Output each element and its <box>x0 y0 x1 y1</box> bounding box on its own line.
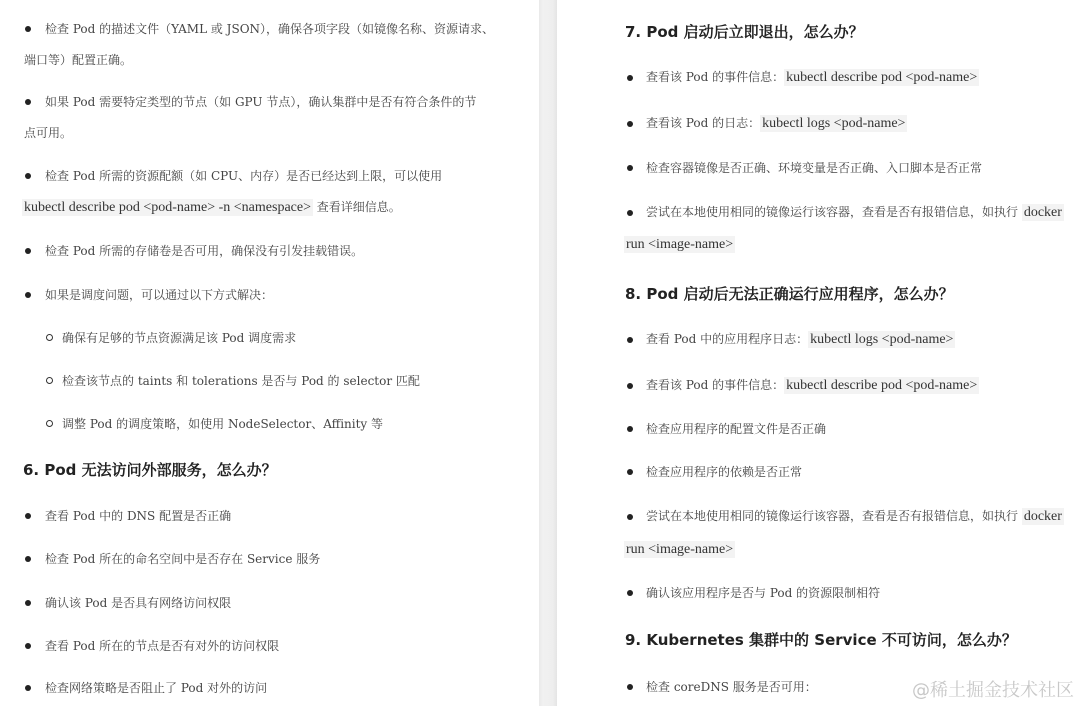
list-item-text: 查看该 Pod 的事件信息： <box>646 70 785 84</box>
bullet-icon <box>627 684 633 690</box>
watermark: @稀土掘金技术社区 <box>912 680 1074 701</box>
bullet-icon <box>25 248 31 254</box>
list-item: 检查 Pod 所需的存储卷是否可用，确保没有引发挂载错误。 <box>45 244 364 258</box>
list-item-text: 尝试在本地使用相同的镜像运行该容器，查看是否有报错信息，如执行 <box>646 509 1022 523</box>
list-item <box>646 330 955 349</box>
hollow-bullet-icon <box>46 377 53 384</box>
sub-list-item: 检查该节点的 taints 和 tolerations 是否与 Pod 的 selector 匹配 <box>62 374 420 388</box>
list-item-continuation <box>22 198 401 217</box>
bullet-icon <box>627 165 633 171</box>
bullet-icon <box>25 556 31 562</box>
list-item-continuation: 端口等）配置正确。 <box>24 53 133 67</box>
list-item <box>646 376 979 395</box>
inline-code: kubectl describe pod <pod-name> -n <namespace> <box>24 200 311 215</box>
list-item: 检查 Pod 所需的资源配额（如 CPU、内存）是否已经达到上限，可以使用 <box>45 169 443 183</box>
bullet-icon <box>627 121 633 127</box>
list-item <box>646 507 1064 526</box>
bullet-icon <box>627 210 633 216</box>
bullet-icon <box>627 75 633 81</box>
page-gutter <box>539 0 557 706</box>
list-item: 检查 Pod 所在的命名空间中是否存在 Service 服务 <box>45 552 321 566</box>
list-item: 检查 coreDNS 服务是否可用： <box>646 680 817 694</box>
bullet-icon <box>627 426 633 432</box>
inline-code: docker <box>1023 205 1062 220</box>
section-heading: 9. Kubernetes 集群中的 Service 不可访问，怎么办？ <box>625 631 1017 649</box>
bullet-icon <box>627 337 633 343</box>
inline-code: kubectl logs <pod-name> <box>762 116 906 131</box>
list-item <box>646 203 1064 222</box>
hollow-bullet-icon <box>46 334 53 341</box>
list-item: 检查应用程序的依赖是否正常 <box>646 465 803 479</box>
list-item: 查看 Pod 所在的节点是否有对外的访问权限 <box>45 639 280 653</box>
list-item-text: 查看 Pod 中的应用程序日志： <box>646 332 809 346</box>
list-item: 如果是调度问题，可以通过以下方式解决： <box>45 288 274 302</box>
inline-code: kubectl describe pod <pod-name> <box>786 70 978 85</box>
list-item: 确认该 Pod 是否具有网络访问权限 <box>45 596 232 610</box>
bullet-icon <box>25 513 31 519</box>
bullet-icon <box>25 600 31 606</box>
bullet-icon <box>627 383 633 389</box>
list-item: 检查 Pod 的描述文件（YAML 或 JSON），确保各项字段（如镜像名称、资源请求、 <box>45 22 495 36</box>
list-item-text: 查看详细信息。 <box>312 200 401 214</box>
list-item-text: 尝试在本地使用相同的镜像运行该容器，查看是否有报错信息，如执行 <box>646 205 1022 219</box>
list-item: 检查容器镜像是否正确、环境变量是否正确、入口脚本是否正常 <box>646 161 983 175</box>
inline-code: run <image-name> <box>626 237 734 252</box>
document-page-right <box>557 0 1080 706</box>
bullet-icon <box>25 26 31 32</box>
inline-code: kubectl describe pod <pod-name> <box>786 378 978 393</box>
document-page-left <box>0 0 539 706</box>
list-item: 检查网络策略是否阻止了 Pod 对外的访问 <box>45 681 268 695</box>
list-item <box>646 68 979 87</box>
bullet-icon <box>25 292 31 298</box>
section-heading: 7. Pod 启动后立即退出，怎么办？ <box>625 23 864 41</box>
list-item: 查看 Pod 中的 DNS 配置是否正确 <box>45 509 232 523</box>
list-item <box>646 114 907 133</box>
bullet-icon <box>25 173 31 179</box>
sub-list-item: 调整 Pod 的调度策略，如使用 NodeSelector、Affinity 等 <box>62 417 384 431</box>
list-item-text: 查看该 Pod 的日志： <box>646 116 761 130</box>
inline-code: kubectl logs <pod-name> <box>810 332 954 347</box>
list-item: 如果 Pod 需要特定类型的节点（如 GPU 节点），确认集群中是否有符合条件的节 <box>45 95 477 109</box>
section-heading: 6. Pod 无法访问外部服务，怎么办？ <box>23 461 277 479</box>
bullet-icon <box>627 590 633 596</box>
bullet-icon <box>627 514 633 520</box>
list-item-continuation <box>624 235 735 254</box>
list-item-text: 查看该 Pod 的事件信息： <box>646 378 785 392</box>
bullet-icon <box>627 469 633 475</box>
sub-list-item: 确保有足够的节点资源满足该 Pod 调度需求 <box>62 331 297 345</box>
list-item-continuation <box>624 540 735 559</box>
hollow-bullet-icon <box>46 420 53 427</box>
bullet-icon <box>25 685 31 691</box>
inline-code: docker <box>1023 509 1062 524</box>
inline-code: run <image-name> <box>626 542 734 557</box>
bullet-icon <box>25 99 31 105</box>
list-item: 确认该应用程序是否与 Pod 的资源限制相符 <box>646 586 881 600</box>
list-item-continuation: 点可用。 <box>24 126 73 140</box>
section-heading: 8. Pod 启动后无法正确运行应用程序，怎么办？ <box>625 285 954 303</box>
bullet-icon <box>25 643 31 649</box>
list-item: 检查应用程序的配置文件是否正确 <box>646 422 827 436</box>
